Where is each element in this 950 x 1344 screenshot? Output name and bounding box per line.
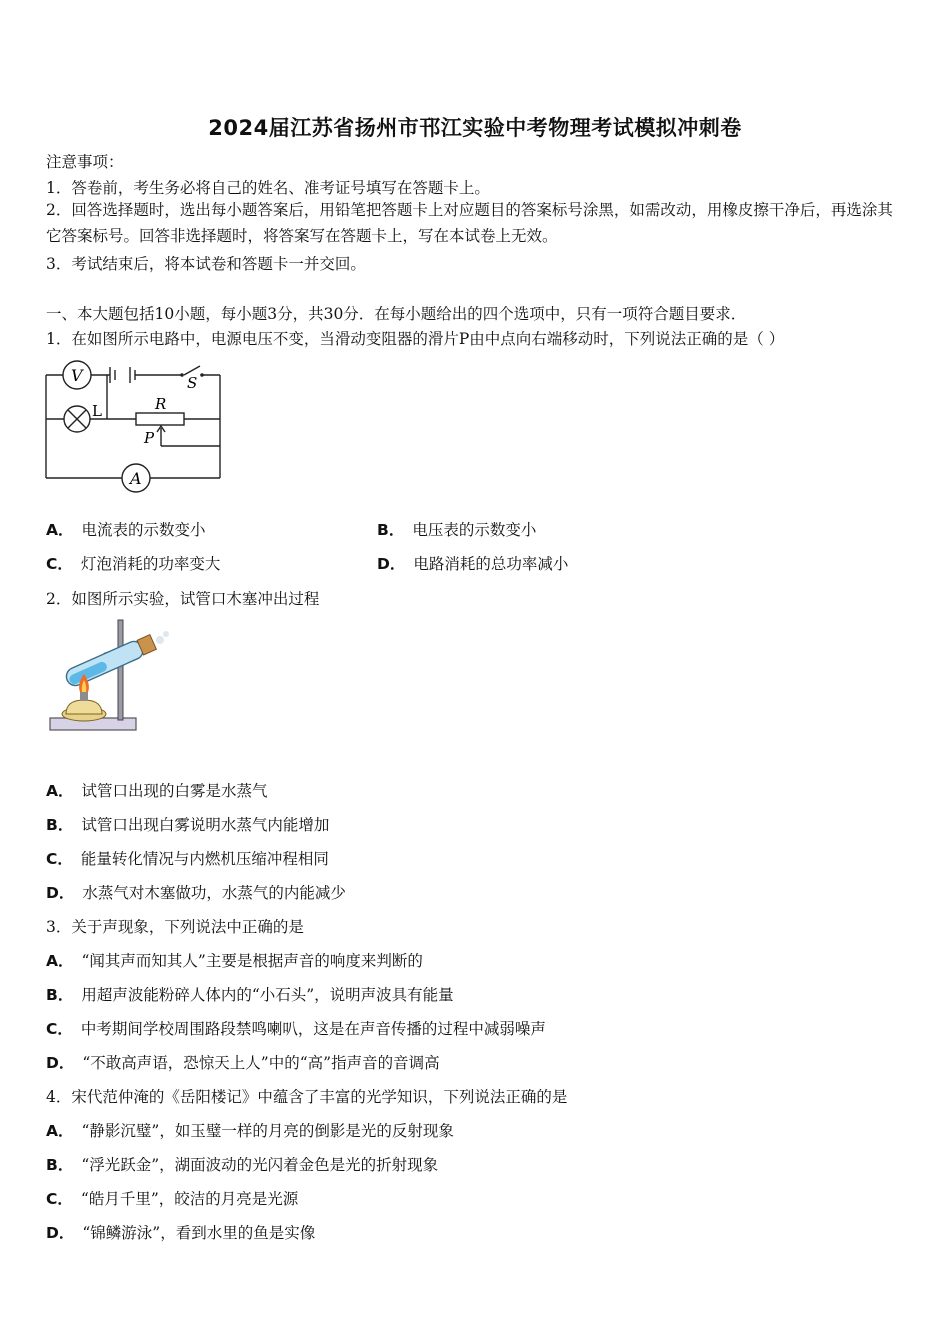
test-tube-experiment-figure <box>44 614 174 742</box>
section-heading: 一、本大题包括10小题，每小题3分，共30分．在每小题给出的四个选项中，只有一项符合题目要求． <box>46 305 747 323</box>
notice-item-3: 3．考试结束后，将本试卷和答题卡一并交回。 <box>46 255 366 273</box>
notice-heading: 注意事项： <box>46 153 124 171</box>
question-3-stem: 3．关于声现象，下列说法中正确的是 <box>46 918 304 936</box>
q4-option-c: C． “皓月千里”，皎洁的月亮是光源 <box>46 1190 299 1208</box>
q3-option-a: A． “闻其声而知其人”主要是根据声音的响度来判断的 <box>46 952 423 970</box>
q2-option-c: C． 能量转化情况与内燃机压缩冲程相同 <box>46 850 329 868</box>
ammeter-symbol: A <box>130 469 142 488</box>
voltmeter-symbol: V <box>71 366 83 385</box>
q4-option-b: B． “浮光跃金”，湖面波动的光闪着金色是光的折射现象 <box>46 1156 439 1174</box>
notice-item-2: 2．回答选择题时，选出每小题答案后，用铅笔把答题卡上对应题目的答案标号涂黑，如需改动，用橡皮擦干净后，再选涂其它答案标号。回答非选择题时，将答案写在答题卡上，写在本试卷上无效。 <box>46 201 893 245</box>
q2-option-d: D． 水蒸气对木塞做功，水蒸气的内能减少 <box>46 884 346 902</box>
slider-label: P <box>144 429 155 447</box>
q3-option-b: B． 用超声波能粉碎人体内的“小石头”，说明声波具有能量 <box>46 986 454 1004</box>
q2-option-a: A． 试管口出现的白雾是水蒸气 <box>46 782 268 800</box>
circuit-diagram <box>44 358 226 494</box>
lamp-label: L <box>92 402 102 420</box>
notice-item-1: 1．答卷前，考生务必将自己的姓名、准考证号填写在答题卡上。 <box>46 179 490 197</box>
q4-option-d: D． “锦鳞游泳”，看到水里的鱼是实像 <box>46 1224 316 1242</box>
q2-option-b: B． 试管口出现白雾说明水蒸气内能增加 <box>46 816 330 834</box>
switch-label: S <box>187 374 198 392</box>
question-2-stem: 2．如图所示实验，试管口木塞冲出过程 <box>46 590 320 608</box>
question-4-stem: 4．宋代范仲淹的《岳阳楼记》中蕴含了丰富的光学知识，下列说法正确的是 <box>46 1088 568 1106</box>
q1-option-d: D． 电路消耗的总功率减小 <box>377 555 569 573</box>
exam-title: 2024届江苏省扬州市邗江实验中考物理考试模拟冲刺卷 <box>208 116 742 140</box>
q4-option-a: A． “静影沉璧”，如玉璧一样的月亮的倒影是光的反射现象 <box>46 1122 454 1140</box>
rheostat-label: R <box>155 395 167 413</box>
q1-option-a: A． 电流表的示数变小 <box>46 521 206 539</box>
question-1-stem: 1．在如图所示电路中，电源电压不变，当滑动变阻器的滑片P由中点向右端移动时，下列说法正确的是（ ） <box>46 330 785 348</box>
q1-option-b: B． 电压表的示数变小 <box>377 521 537 539</box>
q1-option-c: C． 灯泡消耗的功率变大 <box>46 555 221 573</box>
q3-option-c: C． 中考期间学校周围路段禁鸣喇叭，这是在声音传播的过程中减弱噪声 <box>46 1020 546 1038</box>
q3-option-d: D． “不敢高声语，恐惊天上人”中的“高”指声音的音调高 <box>46 1054 440 1072</box>
